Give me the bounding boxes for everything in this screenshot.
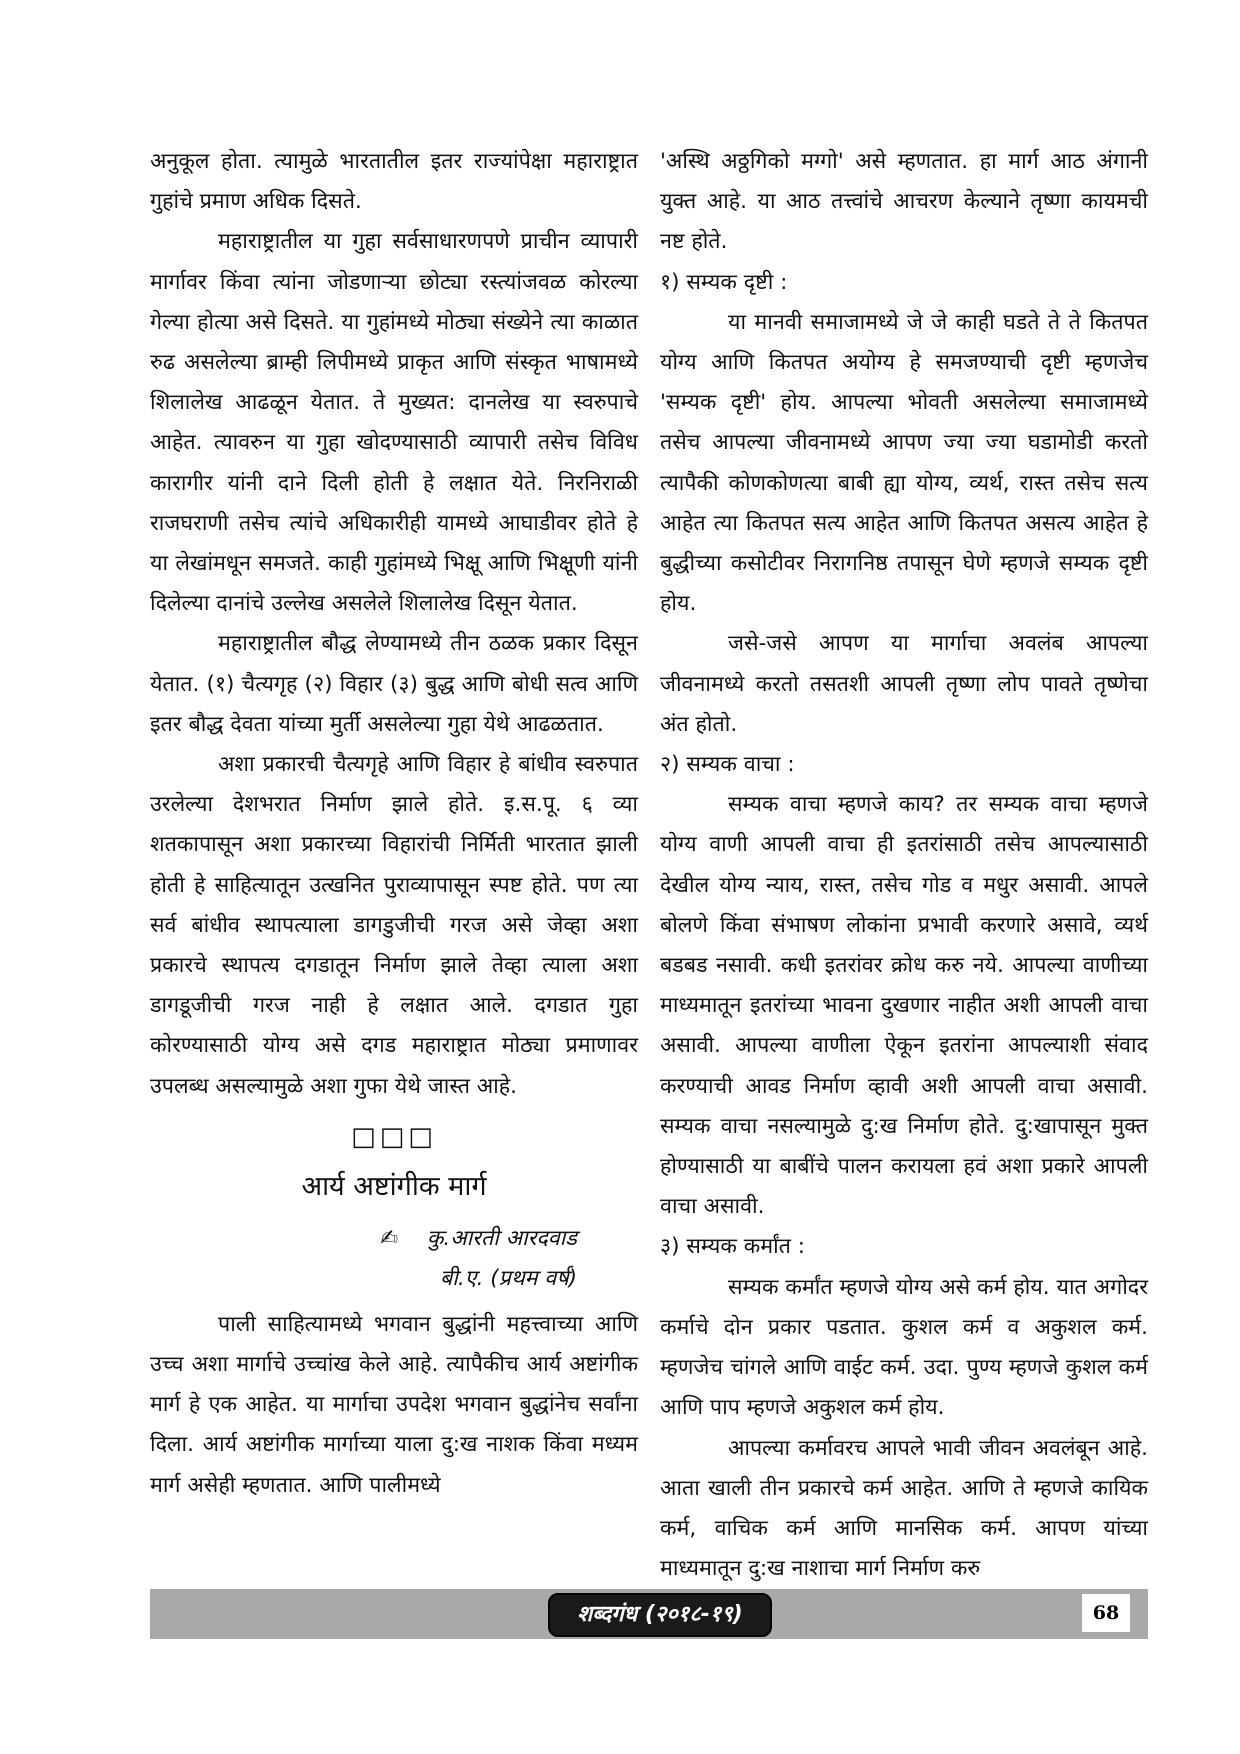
paragraph: अनुकूल होता. त्यामुळे भारतातील इतर राज्यांपेक्षा महाराष्ट्रात गुहांचे प्रमाण अधिक दिसते. (150, 149, 638, 215)
paragraph: सम्यक कर्मांत म्हणजे योग्य असे कर्म होय. यात अगोदर कर्माचे दोन प्रकार पडतात. कुशल कर्म व अकुशल कर्म. म्हणजेच चांगले आणि वाईट कर्म. उदा. पुण्य म्हणजे कुशल कर्म आणि पाप म्हणजे अकुशल कर्म होय. (660, 1274, 1148, 1421)
journal-name: शब्दगंध (२०१८-१९) (548, 1593, 772, 1637)
author-line (380, 1219, 638, 1259)
section-heading: २) सम्यक वाचा : (660, 752, 795, 778)
paragraph: महाराष्ट्रातील या गुहा सर्वसाधारणपणे प्राचीन व्यापारी मार्गावर किंवा त्यांना जोडणाऱ्या छोट्या रस्त्यांजवळ कोरल्या गेल्या होत्या असे दिसते. या गुहांमध्ये मोठ्या संख्येने त्या काळात रुढ असलेल्या ब्राम्ही लिपीमध्ये प्राकृत आणि संस्कृत भाषामध्ये शिलालेख आढळून येतात. ते मुख्यत: दानलेख या स्वरुपाचे आहेत. त्यावरुन या गुहा खोदण्यासाठी व्यापारी तसेच विविध कारागीर यांनी दाने दिली होती हे लक्षात येते. निरनिराळी राजघराणी तसेच त्यांचे अधिकारीही यामध्ये आघाडीवर होते हे या लेखांमधून समजते. काही गुहांमध्ये भिक्षू आणि भिक्षूणी यांनी दिलेल्या दानांचे उल्लेख असलेले शिलालेख दिसून येतात. (150, 229, 638, 617)
paragraph: पाली साहित्यामध्ये भगवान बुद्धांनी महत्त्वाच्या आणि उच्च अशा मार्गाचे उच्चांख केले आहे. त्यापैकीच आर्य अष्टांगीक मार्ग हे एक आहेत. या मार्गाचा उपदेश भगवान बुद्धांनेच सर्वांना दिला. आर्य अष्टांगीक मार्गाच्या याला दु:ख नाशक किंवा मध्यम मार्ग असेही म्हणतात. आणि पालीमध्ये (150, 1311, 638, 1498)
author-class: बी.ए. (प्रथम वर्ष) (440, 1265, 578, 1291)
paragraph: सम्यक वाचा म्हणजे काय? तर सम्यक वाचा म्हणजे योग्य वाणी आपली वाचा ही इतरांसाठी तसेच आपल्यासाठी देखील योग्य न्याय, रास्त, तसेच गोड व मधुर असावी. आपले बोलणे किंवा संभाषण लोकांना प्रभावी करणारे असावे, व्यर्थ बडबड नसावी. कधी इतरांवर क्रोध करु नये. आपल्या वाणीच्या माध्यमातून इतरांच्या भावना दुखणार नाहीत अशी आपली वाचा असावी. आपल्या वाणीला ऐकून इतरांना आपल्याशी संवाद करण्याची आवड निर्माण व्हावी अशी आपली वाचा असावी. सम्यक वाचा नसल्यामुळे दु:ख निर्माण होते. दु:खापासून मुक्त होण्यासाठी या बाबींचे पालन करायला हवं अशा प्रकारे आपली वाचा असावी. (660, 792, 1148, 1220)
footer-bar (150, 1589, 1148, 1639)
paragraph: अशा प्रकारची चैत्यगृहे आणि विहार हे बांधीव स्वरुपात उरलेल्या देशभरात निर्माण झाले होते. इ.स.पू. ६ व्या शतकापासून अशा प्रकारच्या विहारांची निर्मिती भारतात झाली होती हे साहित्यातून उत्खनित पुराव्यापासून स्पष्ट होते. पण त्या सर्व बांधीव स्थापत्याला डागडुजीची गरज असे जेव्हा अशा प्रकारचे स्थापत्य दगडातून निर्माण झाले तेव्हा त्याला अशा डागडूजीची गरज नाही हे लक्षात आले. दगडात गुहा कोरण्यासाठी योग्य असे दगड महाराष्ट्रात मोठ्या प्रमाणावर उपलब्ध असल्यामुळे अशा गुफा येथे जास्त आहे. (150, 752, 638, 1099)
paragraph: महाराष्ट्रातील बौद्ध लेण्यामध्ये तीन ठळक प्रकार दिसून येतात. (१) चैत्यगृह (२) विहार (३) बुद्ध आणि बोधी सत्व आणि इतर बौद्ध देवता यांच्या मुर्ती असलेल्या गुहा येथे आढळतात. (150, 631, 638, 737)
page-number: 68 (1082, 1594, 1130, 1632)
section-separator: □□□ (351, 1121, 437, 1152)
left-column (150, 142, 638, 1506)
section-heading: ३) सम्यक कर्मांत : (660, 1234, 806, 1260)
paragraph: जसे-जसे आपण या मार्गाचा अवलंब आपल्या जीवनामध्ये करतो तसतशी आपली तृष्णा लोप पावते तृष्णेचा अंत होतो. (660, 631, 1148, 737)
paragraph: या मानवी समाजामध्ये जे जे काही घडते ते ते कितपत योग्य आणि कितपत अयोग्य हे समजण्याची दृष्टी म्हणजेच 'सम्यक दृष्टी' होय. आपल्या भोवती असलेल्या समाजामध्ये तसेच आपल्या जीवनामध्ये आपण ज्या ज्या घडामोडी करतो त्यापैकी कोणकोणत्या बाबी ह्या योग्य, व्यर्थ, रास्त तसेच सत्य आहेत त्या कितपत सत्य आहेत आणि कितपत असत्य आहेत हे बुद्धीच्या कसोटीवर निरागनिष्ठ तपासून घेणे म्हणजे सम्यक दृष्टी होय. (660, 309, 1148, 617)
article-title: आर्य अष्टांगीक मार्ग (301, 1170, 487, 1202)
paragraph: आपल्या कर्मावरच आपले भावी जीवन अवलंबून आहे. आता खाली तीन प्रकारचे कर्म आहेत. आणि ते म्हणजे कायिक कर्म, वाचिक कर्म आणि मानसिक कर्म. आपण यांच्या माध्यमातून दु:ख नाशाचा मार्ग निर्माण करु (660, 1435, 1148, 1582)
paragraph: 'अस्थि अठ्ठगिको मग्गो' असे म्हणतात. हा मार्ग आठ अंगानी युक्त आहे. या आठ तत्त्वांचे आचरण केल्याने तृष्णा कायमची नष्ट होते. (660, 149, 1148, 255)
pen-icon: ✍ (380, 1225, 399, 1251)
section-heading: १) सम्यक दृष्टी : (660, 269, 788, 295)
right-column (660, 142, 1148, 1589)
author-name: कु.आरती आरदवाड (426, 1225, 577, 1251)
